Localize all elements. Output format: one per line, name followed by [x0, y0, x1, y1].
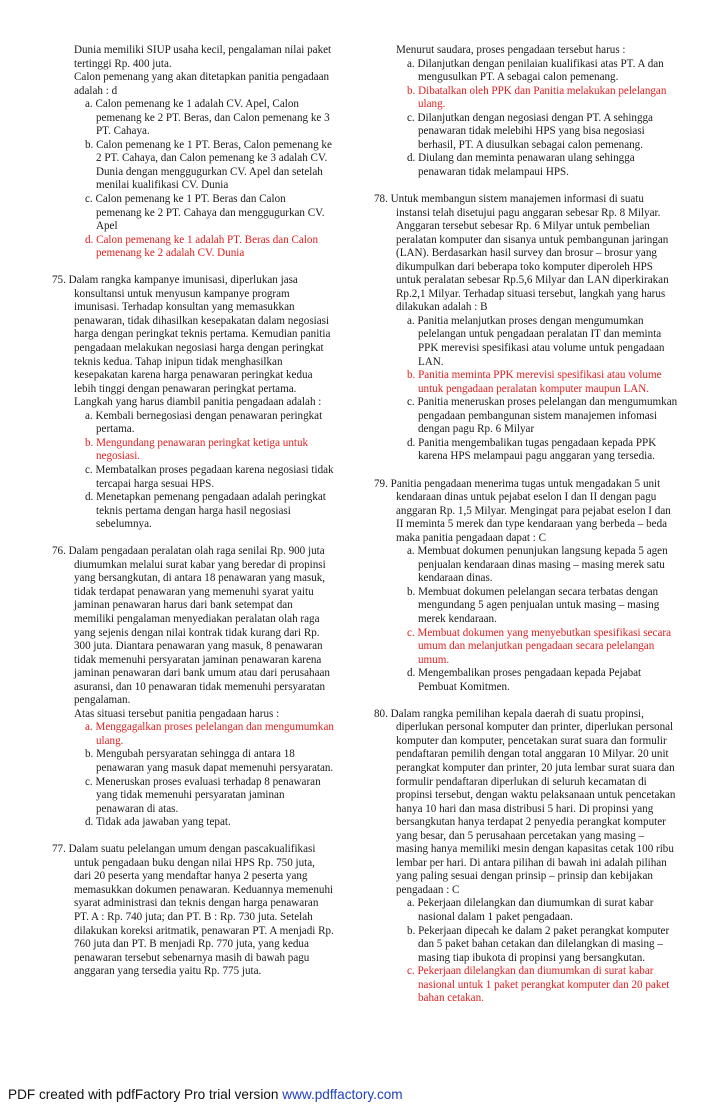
question-number: 80. [374, 707, 388, 720]
answer-option: a. Membuat dokumen penunjukan langsung kepada 5 agen penjualan kendaraan dinas masing – masing merek satu kendaraan dinas. [407, 545, 668, 585]
answer-option: c. Membatalkan proses pegadaan karena negosiasi tidak tercapai harga sesuai HPS. [85, 463, 334, 490]
question-body: Panitia pengadaan menerima tugas untuk mengadakan 5 unit kendaraan dinas untuk pejabat eselon I dan II dengan pagu anggaran Rp. 1,5 Milyar. Mengingat para pejabat eselon I dan II meminta 5 merek dan type kendaraan yang berbeda – beda maka panitia pengadaan dapat : C [390, 477, 671, 544]
right-column [374, 44, 678, 1019]
question-text [374, 708, 678, 898]
question-body: Dalam rangka pemilihan kepala daerah di suatu propinsi, diperlukan personal komputer dan printer, diperlukan personal komputer dan komputer, pencetakan surat suara dan formulir pendaftaran pemilih dengan total anggaran 10 Milyar. 20 unit perangkat komputer dan printer, 20 juta lembar surat suara dan formulir pendaftaran diperlukan di seluruh kecamatan di propinsi tersebut, dengan waktu pelaksanaan untuk pencetakan hanya 10 hari dan masa distribusi 5 hari. Di propinsi yang bersangkutan hanya terdapat 2 penyedia perangkat komputer yang besar, dan 5 perusahaan percetakan yang masing – masing hanya memiliki mesin dengan kapasitas cetak 100 ribu lembar per hari. Di antara pilihan di bawah ini adalah pilihan yang paling sesuai dengan prinsip – prinsip dan kebijakan pengadaan : C [390, 707, 676, 896]
question-80 [374, 708, 678, 1006]
answer-option: c. Dilanjutkan dengan negosiasi dengan PT. A sehingga penawaran tidak melebihi HPS yang bisa negosiasi berhasil, PT. A diusulkan sebagai calon pemenang. [407, 111, 653, 151]
question-78 [374, 193, 678, 464]
correct-answer-option: b. Dibatalkan oleh PPK dan Panitia melakukan pelelangan ulang. [407, 84, 667, 111]
question-text [374, 478, 678, 546]
question-body: Dalam rangka kampanye imunisasi, diperlukan jasa konsultansi untuk menyusun kampanye program imunisasi. Terhadap konsultan yang memasukkan penawaran, tidak dihasilkan kesepakatan dalam negosiasi harga dengan peringkat teknis pertama. Kemudian panitia pengadaan melakukan negosiasi harga dengan peringkat teknis kedua. Tahap inipun tidak menghasilkan kesepakatan karena harga penawaran peringkat kedua lebih tinggi dengan penawaran peringkat pertama. Langkah yang harus diambil panitia pengadaan adalah : [68, 274, 331, 409]
answer-option: d. Diulang dan meminta penawaran ulang sehingga penawaran tidak melampaui HPS. [407, 152, 635, 178]
question-77 [52, 843, 334, 978]
answer-option: d. Mengembalikan proses pengadaan kepada Pejabat Pembuat Komitmen. [407, 667, 642, 693]
question-number: 76. [52, 545, 66, 558]
question-76 [52, 545, 334, 829]
answer-option: d. Panitia mengembalikan tugas pengadaan kepada PPK karena HPS melampaui pagu anggaran yang tersedia. [407, 436, 657, 463]
question-body: Dalam suatu pelelangan umum dengan pascakualifikasi untuk pengadaan buku dengan nilai HPS Rp. 750 juta, dari 20 peserta yang mendaftar hanya 2 peserta yang memasukkan dokumen penawaran. Keduannya memenuhi syarat administrasi dan teknis dengan harga penawaran PT. A : Rp. 740 juta; dan PT. B : Rp. 730 juta. Setelah dilakukan koreksi aritmatik, penawaran PT. A menjadi Rp. 760 juta dan PT. B menjadi Rp. 770 juta, yang kedua penawaran tersebut sebenarnya masih di bawah pagu anggaran yang tersedia yaitu Rp. 775 juta. [68, 843, 334, 978]
question-79 [374, 478, 678, 695]
answer-option: a. Pekerjaan dilelangkan dan diumumkan di surat kabar nasional dalam 1 paket pengadaan. [407, 897, 654, 923]
question-number: 79. [374, 477, 388, 490]
question-text: Menurut saudara, proses pengadaan tersebut harus : [396, 44, 626, 56]
question-number: 77. [52, 843, 66, 856]
question-body: Untuk membangun sistem manajemen informasi di suatu instansi telah disetujui pagu anggaran sebesar Rp. 8 Milyar. Anggaran tersebut sebesar Rp. 6 Milyar untuk pembelian peralatan komputer dan sisanya untuk pembangunan jaringan (LAN). Berdasarkan hasil survey dan brosur – brosur yang dikumpulkan dari beberapa toko komputer diperoleh HPS untuk peralatan sebesar Rp.5,6 Milyar dan LAN diperkirakan Rp.2,1 Milyar. Terhadap situasi tersebut, langkah yang harus dilakukan adalah : B [390, 193, 669, 314]
answer-option: d. Tidak ada jawaban yang tepat. [85, 816, 231, 829]
pdf-footer [8, 1087, 403, 1102]
answer-option: a. Calon pemenang ke 1 adalah CV. Apel, Calon pemenang ke 2 PT. Beras, dan Calon pemenang ke 3 PT. Cahaya. [85, 98, 330, 138]
question-number: 78. [374, 193, 388, 206]
correct-answer-option: b. Panitia meminta PPK merevisi spesifikasi atau volume untuk pengadaan peralatan komputer maupun LAN. [407, 369, 662, 395]
answer-option: b. Pekerjaan dipecah ke dalam 2 paket perangkat komputer dan 5 paket bahan cetakan dan dilelangkan di masing – masing tiap ibukota di propinsi yang bersangkutan. [407, 924, 670, 964]
question-number: 75. [52, 274, 66, 287]
answer-option: b. Calon pemenang ke 1 PT. Beras, Calon pemenang ke 2 PT. Cahaya, dan Calon pemenang ke 3 adalah CV. Dunia dengan menggugurkan CV. Apel dan setelah menilai kualifikasi CV. Dunia [85, 138, 332, 192]
question-text: Calon pemenang yang akan ditetapkan panitia pengadaan adalah : d [74, 71, 330, 97]
answer-option: b. Membuat dokumen pelelangan secara terbatas dengan mengundang 5 agen penjualan untuk masing – masing merek kendaraan. [407, 585, 660, 625]
answer-option: a. Dilanjutkan dengan penilaian kualifikasi atas PT. A dan mengusulkan PT. A sebagai calon pemenang. [407, 57, 664, 84]
question-text [52, 274, 334, 409]
answer-option: d. Menetapkan pemenang pengadaan adalah peringkat teknis pertama dengan harga hasil negosiasi sebelumnya. [85, 491, 326, 531]
correct-answer-option: a. Menggagalkan proses pelelangan dan mengumumkan ulang. [85, 721, 334, 747]
correct-answer-option: c. Membuat dokumen yang menyebutkan spesifikasi secara umum dan melanjutkan pengadaan secara pelelangan umum. [407, 626, 672, 666]
question-74-continued [52, 44, 334, 261]
question-77-continued [374, 44, 678, 179]
question-text: Dunia memiliki SIUP usaha kecil, pengalaman nilai paket tertinggi Rp. 400 juta. [74, 44, 332, 70]
answer-option: a. Panitia melanjutkan proses dengan mengumumkan pelelangan untuk pengadaan peralatan IT dan meminta PPK merevisi spesifikasi atau volume untuk pengadaan LAN. [407, 314, 665, 368]
question-text [52, 545, 334, 708]
left-column [52, 44, 334, 992]
correct-answer-option: d. Calon pemenang ke 1 adalah PT. Beras dan Calon pemenang ke 2 adalah CV. Dunia [85, 233, 319, 260]
answer-option: c. Meneruskan proses evaluasi terhadap 8 penawaran yang tidak memenuhi persyaratan jaminan penawaran di atas. [85, 775, 321, 815]
answer-option: c. Calon pemenang ke 1 PT. Beras dan Calon pemenang ke 2 PT. Cahaya dan menggugurkan CV. Apel [85, 193, 325, 233]
question-text [374, 193, 678, 315]
question-text [52, 843, 334, 978]
question-75 [52, 274, 334, 531]
correct-answer-option: b. Mengundang penawaran peringkat ketiga untuk negosiasi. [85, 436, 309, 463]
answer-option: a. Kembali bernegosiasi dengan penawaran peringkat pertama. [85, 409, 323, 436]
answer-option: c. Panitia meneruskan proses pelelangan dan mengumumkan pengadaan pembangunan sistem manajemen infomasi dengan pagu Rp. 6 Milyar [407, 396, 678, 436]
question-body: Dalam pengadaan peralatan olah raga senilai Rp. 900 juta diumumkan melalui surat kabar yang beredar di propinsi yang bersangkutan, di antara 18 penawaran yang masuk, tidak terdapat penawaran yang memenuhi syarat yaitu jaminan penawaran harus dari bank setempat dan memiliki pengalaman menyediakan peralatan olah raga yang sejenis dengan nilai kontrak tidak kurang dari Rp. 300 juta. Diantara penawaran yang masuk, 8 penawaran tidak memenuhi persyaratan jaminan penawaran karena jaminan penawaran dari bank umum atau dari perusahaan asuransi, dan 10 penawaran tidak memenuhi persyaratan pengalaman. [68, 545, 330, 707]
question-prompt: Atas situasi tersebut panitia pengadaan harus : [74, 707, 280, 720]
pdffactory-link[interactable]: www.pdffactory.com [282, 1087, 403, 1102]
footer-text: PDF created with pdfFactory Pro trial version [8, 1087, 283, 1102]
answer-option: b. Mengubah persyaratan sehingga di antara 18 penawaran yang masuk dapat memenuhi persyaratan. [85, 748, 334, 774]
correct-answer-option: c. Pekerjaan dilelangkan dan diumumkan di surat kabar nasional untuk 1 paket perangkat komputer dan 20 paket bahan cetakan. [407, 965, 670, 1005]
